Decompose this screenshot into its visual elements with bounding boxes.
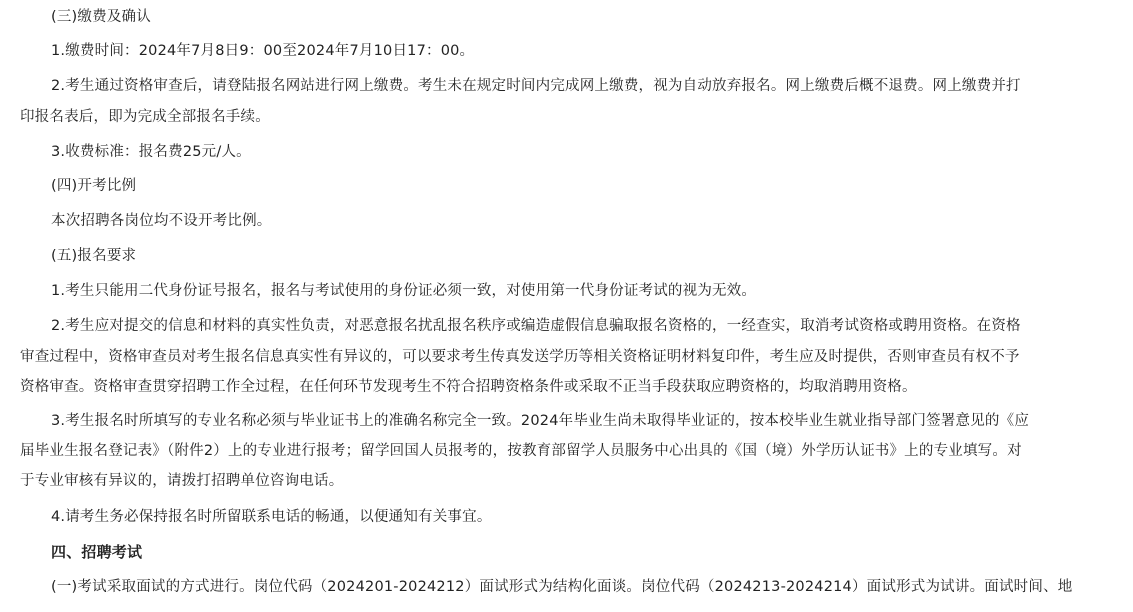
paragraph-contact-phone: 4.请考生务必保持报名时所留联系电话的畅通，以便通知有关事宜。 — [51, 509, 492, 525]
paragraph-major-name: 3.考生报名时所填写的专业名称必须与毕业证书上的准确名称完全一致。2024年毕业生尚未取得毕业证的，按本校毕业生就业指导部门签署意见的《应 — [51, 413, 1030, 429]
paragraph-major-name-cont-1: 届毕业生报名登记表》（附件2）上的专业进行报考；留学回国人员报考的，按教育部留学人员服务中心出具的《国（境）外学历认证书》上的专业填写。对 — [20, 443, 1022, 459]
paragraph-payment-time: 1.缴费时间：2024年7月8日9：00至2024年7月10日17：00。 — [51, 43, 475, 59]
paragraph-major-name-cont-2: 于专业审核有异议的，请拨打招聘单位咨询电话。 — [20, 473, 344, 489]
paragraph-fee-standard: 3.收费标准：报名费25元/人。 — [51, 144, 251, 160]
paragraph-authenticity-cont-2: 资格审查。资格审查贯穿招聘工作全过程，在任何环节发现考生不符合招聘资格条件或采取不正当手段获取应聘资格的，均取消聘用资格。 — [20, 379, 917, 395]
paragraph-authenticity: 2.考生应对提交的信息和材料的真实性负责，对恶意报名扰乱报名秩序或编造虚假信息骗取报名资格的，一经查实，取消考试资格或聘用资格。在资格 — [51, 318, 1021, 334]
section-heading-ratio: (四)开考比例 — [51, 178, 137, 194]
paragraph-online-payment: 2.考生通过资格审查后，请登陆报名网站进行网上缴费。考生未在规定时间内完成网上缴费，视为自动放弃报名。网上缴费后概不退费。网上缴费并打 — [51, 78, 1021, 94]
paragraph-id-card: 1.考生只能用二代身份证号报名，报名与考试使用的身份证必须一致，对使用第一代身份证考试的视为无效。 — [51, 283, 757, 299]
paragraph-online-payment-cont: 印报名表后，即为完成全部报名手续。 — [20, 109, 270, 125]
paragraph-authenticity-cont-1: 审查过程中，资格审查员对考生报名信息真实性有异议的，可以要求考生传真发送学历等相关资格证明材料复印件，考生应及时提供，否则审查员有权不予 — [20, 349, 1020, 365]
paragraph-ratio: 本次招聘各岗位均不设开考比例。 — [51, 213, 272, 229]
section-heading-payment: (三)缴费及确认 — [51, 9, 151, 25]
section-heading-requirements: (五)报名要求 — [51, 248, 137, 264]
section-heading-exam: 四、招聘考试 — [51, 543, 143, 561]
paragraph-interview: (一)考试采取面试的方式进行。岗位代码（2024201-2024212）面试形式为结构化面谈。岗位代码（2024213-2024214）面试形式为试讲。面试时间、地 — [51, 579, 1073, 595]
